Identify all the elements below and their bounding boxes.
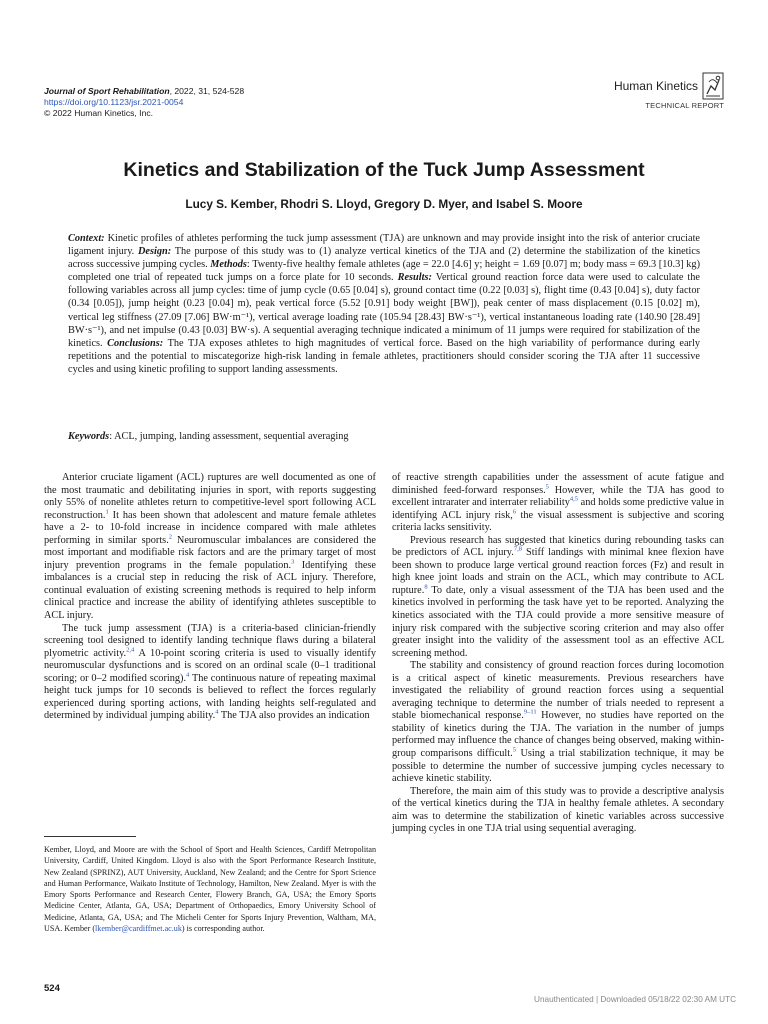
body-paragraph xyxy=(44,623,376,723)
abstract-methods-label: Methods xyxy=(210,259,247,271)
citation-ref[interactable]: 2,4 xyxy=(126,646,135,654)
body-paragraph xyxy=(44,472,376,623)
citation-ref[interactable]: 4 xyxy=(186,671,190,679)
citation-ref[interactable]: 2 xyxy=(168,533,173,541)
article-type: TECHNICAL REPORT xyxy=(645,101,724,110)
body-paragraph xyxy=(392,472,724,535)
abstract-context-label: Context: xyxy=(68,233,105,244)
body-text: Stiff landings with minimal knee flexion have been shown to produce large vertical ground reaction forces (Fz) and result in high knee joint loads and strain on the ACL, which may contribute to ACL rupture. xyxy=(392,547,724,596)
citation-ref[interactable]: 4 xyxy=(215,708,219,716)
journal-name: Journal of Sport Rehabilitation xyxy=(44,86,170,96)
abstract-results-label: Results: xyxy=(397,272,432,284)
citation-ref[interactable]: 1 xyxy=(105,508,109,516)
abstract-conclusions: The TJA exposes athletes to high magnitudes of vertical force. Based on the high variability of performance during early repetitions and the potential to miscategorize high-risk landing in female athletes, practitioners should consider scoring the TJA after 11 successive cycles and using kinetic profiling to support landing assessments. xyxy=(68,337,700,375)
abstract-design-label: Design: xyxy=(137,246,172,258)
body-text: Previous research has suggested that kinetics during rebounding tasks can be predictors of ACL injury. xyxy=(392,534,724,559)
copyright-line: © 2022 Human Kinetics, Inc. xyxy=(44,107,154,118)
citation-ref[interactable]: 3 xyxy=(291,558,295,566)
author-affiliation-footnote xyxy=(44,844,376,934)
article-title: Kinetics and Stabilization of the Tuck Jump Assessment xyxy=(123,159,645,181)
footnote-divider xyxy=(44,836,136,837)
body-text: To date, only a visual assessment of the TJA has been used and the kinetics involved in performing the task have yet to be reported. Analyzing the kinetics associated with the TJA could provide a more sensitive measure of injury risk compared with the subjective scoring criterion and may also offer greater insight into the validity of the assessment tool as an effective ACL screening method. xyxy=(392,584,724,659)
body-text: Neuromuscular imbalances are considered the most important and modifiable risk factors and are the primary target of most injury prevention programs in the female population. xyxy=(44,534,376,571)
body-text: of reactive strength capabilities under the assessment of acute fatigue and diminished feed-forward responses. xyxy=(392,472,724,496)
body-paragraph xyxy=(392,535,724,660)
publisher-name: Human Kinetics xyxy=(613,79,698,93)
journal-citation: , 2022, 31, 524-528 xyxy=(169,86,245,96)
body-text: The TJA also provides an indication xyxy=(218,710,370,722)
body-paragraph: Therefore, the main aim of this study was to provide a descriptive analysis of the vertical kinetics during the TJA in healthy female athletes. A secondary aim was to determine the stabilization of kinetic variables across successive jumping cycles in one TJA trial using sequential averaging. xyxy=(392,785,724,835)
footnote-suffix: ) is corresponding author. xyxy=(181,924,265,934)
body-paragraph xyxy=(392,660,724,785)
body-text: The stability and consistency of ground reaction forces during locomotion is a critical aspect of kinetic measurements. Previous researchers have investigated the reliability of ground reaction forces using a sequential averaging technique to determine the number of trials needed to represent a stable biomechanical response. xyxy=(392,660,724,722)
publisher-block xyxy=(614,72,724,110)
citation-ref[interactable]: 8 xyxy=(424,583,428,591)
abstract-conclusions-label: Conclusions: xyxy=(107,337,164,349)
body-text: Anterior cruciate ligament (ACL) ruptures are well documented as one of the most traumatic and debilitating injuries in sport, with reports suggesting only 55% of nonelite athletes return to competitive-level sport following ACL reconstruction. xyxy=(44,472,376,521)
download-notice: Unauthenticated | Downloaded 05/18/22 02:30 AM UTC xyxy=(534,995,736,1004)
doi-link[interactable]: https://doi.org/10.1123/jsr.2021-0054 xyxy=(44,96,184,107)
abstract-results: Vertical ground reaction force data were used to calculate the following variables across all jump cycles: time of jump cycle (0.65 [0.04] s), ground contact time (0.22 [0.03] s), flight time (0.43 [0.04] s), duty factor (0.34 [0.05]), jump height (0.23 [0.04] m), peak vertical force (5.52 [0.91] body weight [BW]), peak center of mass displacement (0.15 [0.02] m), vertical leg stiffness (27.09 [7.06] BW·m⁻¹), vertical average loading rate (105.94 [28.43] BW·s⁻¹), vertical instantaneous loading rate (140.90 [28.49] BW·s⁻¹), and net impulse (0.43 [0.03] BW·s). A sequential averaging technique indicated a minimum of 11 jumps were required for stabilization of the kinetics. xyxy=(68,272,700,349)
body-text: The continuous nature of repeating maximal height tuck jumps for 10 seconds is believed to reflect the forces regularly experienced during sporting actions, with landing heights self-regulated and determined by individual jumping ability. xyxy=(44,672,376,722)
corresponding-email-link[interactable]: lkember@cardiffmet.ac.uk xyxy=(95,924,182,934)
keywords xyxy=(68,430,700,443)
footnote-text: Kember, Lloyd, and Moore are with the School of Sport and Health Sciences, Cardiff Metropolitan University, Cardiff, United Kingdom. Lloyd is also with the Sport Performance Research Institute, New Zealand (SPRINZ), AUT University, Auckland, New Zealand; and the Centre for Sport Science and Human Performance, Waikato Institute of Technology, Hamilton, New Zealand. Myer is with the Emory Sports Performance and Research Center, Flowery Branch, GA, USA; the Emory Sports Medicine Center, Atlanta, GA, USA; Department of Orthopaedics, Emory University School of Medicine, Atlanta, GA, USA; and The Micheli Center for Sports Injury Prevention, Waltham, MA, USA. Kember ( xyxy=(44,845,376,934)
citation-ref[interactable]: 5 xyxy=(545,483,549,491)
body-text: However, while the TJA has good to excellent intrarater and interrater reliability xyxy=(392,484,725,509)
body-text: It has been shown that adolescent and mature female athletes have a 2- to 10-fold increase in incidence compared with male athletes performing in similar sports. xyxy=(44,509,376,546)
body-column-right xyxy=(392,472,724,836)
page-number: 524 xyxy=(44,983,60,994)
abstract-design: The purpose of this study was to (1) analyze vertical kinetics of the TJA and (2) determine the stabilization of the kinetics across successive jumping cycles. xyxy=(68,246,700,271)
citation-ref[interactable]: 9–11 xyxy=(523,708,537,716)
keywords-label: Keywords xyxy=(68,431,110,442)
body-column-left xyxy=(44,472,376,723)
human-kinetics-logo-icon xyxy=(702,72,724,100)
author-list: Lucy S. Kember, Rhodri S. Lloyd, Gregory D. Myer, and Isabel S. Moore xyxy=(185,197,583,211)
abstract-methods: : Twenty-five healthy female athletes (age = 22.0 [4.6] y; height = 1.69 [0.07] m; body mass = 69.3 [10.3] kg) completed one trial of repeated tuck jumps on a force plate for 10 seconds. xyxy=(68,259,700,284)
abstract-context: Kinetic profiles of athletes performing the tuck jump assessment (TJA) are unknown and may provide insight into the risk of anterior cruciate ligament injury. xyxy=(68,233,700,258)
body-text: and holds some predictive value in identifying ACL injury risk, xyxy=(392,497,724,521)
abstract xyxy=(68,232,700,376)
body-text: The tuck jump assessment (TJA) is a criteria-based clinician-friendly screening tool designed to identify landing technique flaws during a bilateral plyometric activity. xyxy=(44,622,376,659)
body-text: A 10-point scoring criteria is used to visually identify neuromuscular dysfunctions and is scored on an ordinal scale (0–1 traditional scoring; or 0–2 modified scoring). xyxy=(44,647,376,684)
journal-header xyxy=(44,86,244,118)
citation-ref[interactable]: 5 xyxy=(512,746,516,754)
body-text: Identifying these imbalances is a crucial step in reducing the risk of ACL injury. Therefore, continual evaluation of existing screening methods is required to help inform clinical practice and increase the ability of identifying athletes susceptible to ACL injury. xyxy=(44,559,376,622)
citation-ref[interactable]: 7,8 xyxy=(513,545,522,553)
keywords-text: : ACL, jumping, landing assessment, sequential averaging xyxy=(109,431,349,442)
citation-ref[interactable]: 6 xyxy=(512,508,517,516)
body-text: However, no studies have reported on the stability of kinetics during the TJA. The variation in the number of jumps performed may influence the chance of changes being observed, making within-group comparisons difficult. xyxy=(392,710,724,760)
body-text: Using a trial stabilization technique, it may be possible to determine the number of successive jumping cycles necessary to achieve kinetic stability. xyxy=(392,748,724,785)
citation-ref[interactable]: 4,5 xyxy=(569,495,579,503)
body-text: the visual assessment is subjective and scoring criteria lacks sensitivity. xyxy=(392,509,725,534)
